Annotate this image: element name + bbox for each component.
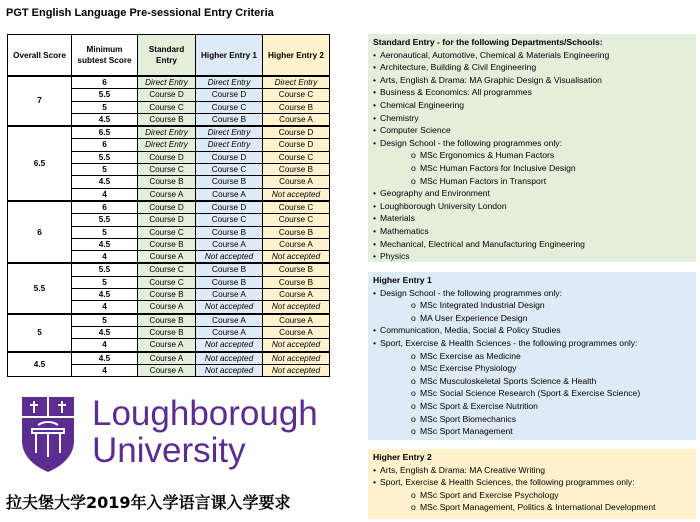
list-item (373, 187, 691, 200)
circle-bullet-icon: o (411, 426, 416, 437)
bullet-icon: • (373, 251, 377, 262)
list-item-text: Mathematics (380, 225, 429, 236)
sub-list-item-text: MSc Exercise as Medicine (420, 350, 521, 361)
higher-entry-2-panel (368, 449, 696, 519)
minimum-subtest-cell: 4.5 (72, 238, 138, 250)
overall-score-cell: 5.5 (8, 263, 72, 313)
higher-entry-2-cell: Course C (263, 201, 330, 214)
bullet-icon: • (373, 112, 377, 123)
higher-entry-2-cell: Course B (263, 276, 330, 288)
list-item-text: Materials (380, 213, 415, 224)
minimum-subtest-cell: 5 (72, 164, 138, 176)
sub-list-item-text: MSc Human Factors in Transport (420, 175, 547, 186)
higher-entry-1-cell: Course C (196, 101, 263, 113)
higher-entry-1-cell: Course B (196, 113, 263, 126)
higher-entry-1-panel (368, 272, 696, 440)
higher-entry-2-cell: Course D (263, 126, 330, 139)
higher-entry-1-cell: Course B (196, 176, 263, 188)
sub-list-item (373, 149, 691, 162)
list-item (373, 324, 691, 337)
bullet-icon: • (373, 200, 377, 211)
panel-heading: Higher Entry 1 (373, 275, 432, 285)
higher-entry-1-cell: Course D (196, 151, 263, 163)
overall-score-cell: 6 (8, 201, 72, 263)
list-item (373, 61, 691, 74)
panel-heading: Higher Entry 2 (373, 452, 432, 462)
sub-list-item-text: MSc Integrated Industrial Design (420, 300, 545, 311)
university-wordmark (92, 395, 318, 469)
bullet-icon: • (373, 188, 377, 199)
minimum-subtest-cell: 4.5 (72, 352, 138, 365)
circle-bullet-icon: o (411, 388, 416, 399)
sub-list-item-text: MSc Social Science Research (Sport & Exercise Science) (420, 388, 641, 399)
list-item (373, 238, 691, 251)
higher-entry-1-cell: Direct Entry (196, 126, 263, 139)
circle-bullet-icon: o (411, 150, 416, 161)
minimum-subtest-cell: 5 (72, 314, 138, 327)
minimum-subtest-cell: 4.5 (72, 113, 138, 126)
table-body (8, 76, 330, 377)
circle-bullet-icon: o (411, 413, 416, 424)
wordmark-line-1: Loughborough (92, 394, 318, 433)
bullet-icon: • (373, 137, 377, 148)
list-item-text: Arts, English & Drama: MA Graphic Design & Visualisation (380, 74, 602, 85)
higher-entry-2-cell: Course C (263, 151, 330, 163)
list-item-text: Computer Science (380, 125, 451, 136)
sub-list-item-text: MSc Sport Biomechanics (420, 413, 516, 424)
minimum-subtest-cell: 5.5 (72, 214, 138, 226)
table-row (8, 314, 330, 327)
sub-list-item-text: MSc Sport and Exercise Psychology (420, 489, 559, 500)
list-item (373, 250, 691, 263)
higher-entry-1-cell: Course A (196, 289, 263, 301)
overall-score-cell: 7 (8, 76, 72, 126)
circle-bullet-icon: o (411, 312, 416, 323)
standard-entry-cell: Direct Entry (138, 139, 196, 151)
minimum-subtest-cell: 4 (72, 188, 138, 201)
standard-entry-cell: Course A (138, 339, 196, 352)
page-title: PGT English Language Pre-sessional Entry Criteria (6, 7, 274, 19)
bullet-icon: • (373, 287, 377, 298)
higher-entry-2-cell: Course B (263, 226, 330, 238)
higher-entry-1-cell: Course C (196, 164, 263, 176)
sub-list-item-text: MSc Human Factors for Inclusive Design (420, 162, 576, 173)
sub-list-item-text: MSc Ergonomics & Human Factors (420, 150, 555, 161)
chinese-title: 拉夫堡大学2019年入学语言课入学要求 (6, 493, 291, 512)
list-item-text: Design School - the following programmes only: (380, 287, 562, 298)
standard-entry-cell: Course C (138, 101, 196, 113)
entry-criteria-table (7, 34, 330, 377)
sub-list-item (373, 501, 691, 514)
bullet-icon: • (373, 464, 377, 475)
standard-entry-cell: Course A (138, 301, 196, 314)
sub-list-item-text: MSc Sport & Exercise Nutrition (420, 400, 538, 411)
higher-entry-2-cell: Not accepted (263, 251, 330, 264)
overall-score-cell: 5 (8, 314, 72, 352)
overall-score-cell: 4.5 (8, 352, 72, 377)
standard-entry-cell: Course C (138, 263, 196, 276)
minimum-subtest-cell: 4 (72, 301, 138, 314)
higher-entry-2-cell: Course A (263, 326, 330, 338)
list-item (373, 74, 691, 87)
minimum-subtest-cell: 5.5 (72, 263, 138, 276)
higher-entry-2-cell: Not accepted (263, 188, 330, 201)
sub-list-item (373, 400, 691, 413)
list-item-text: Sport, Exercise & Health Sciences - the following programmes only: (380, 337, 638, 348)
list-item (373, 212, 691, 225)
minimum-subtest-cell: 6 (72, 76, 138, 89)
higher-entry-1-cell: Course A (196, 326, 263, 338)
higher-entry-2-cell: Not accepted (263, 339, 330, 352)
list-item (373, 287, 691, 300)
higher-entry-2-cell: Course A (263, 113, 330, 126)
standard-entry-panel (368, 34, 696, 262)
table-header-row (8, 35, 330, 77)
bullet-icon: • (373, 225, 377, 236)
standard-entry-cell: Course B (138, 238, 196, 250)
bullet-icon: • (373, 87, 377, 98)
list-item-text: Architecture, Building & Civil Engineering (380, 62, 537, 73)
sub-list-item (373, 350, 691, 363)
bullet-icon: • (373, 337, 377, 348)
table-row (8, 201, 330, 214)
higher-entry-1-cell: Not accepted (196, 301, 263, 314)
standard-entry-cell: Course A (138, 251, 196, 264)
standard-entry-cell: Direct Entry (138, 126, 196, 139)
minimum-subtest-cell: 6.5 (72, 126, 138, 139)
higher-entry-2-cell: Course D (263, 139, 330, 151)
table-row (8, 126, 330, 139)
circle-bullet-icon: o (411, 489, 416, 500)
bullet-icon: • (373, 74, 377, 85)
sub-list-item-text: MSc Musculoskeletal Sports Science & Health (420, 375, 597, 386)
sub-list-item (373, 175, 691, 188)
standard-entry-cell: Course B (138, 314, 196, 327)
standard-entry-cell: Course D (138, 89, 196, 101)
bullet-icon: • (373, 125, 377, 136)
higher-entry-2-cell: Not accepted (263, 301, 330, 314)
list-item (373, 124, 691, 137)
higher-entry-1-cell: Not accepted (196, 352, 263, 365)
minimum-subtest-cell: 5 (72, 101, 138, 113)
higher-entry-2-cell: Course C (263, 89, 330, 101)
higher-entry-2-cell: Course B (263, 101, 330, 113)
higher-entry-2-cell: Course A (263, 176, 330, 188)
header-standard-entry: Standard Entry (138, 35, 196, 77)
higher-entry-1-cell: Not accepted (196, 339, 263, 352)
sub-list-item-text: MSc Sport Management, Politics & International Development (420, 502, 656, 513)
list-item-text: Business & Economics: All programmes (380, 87, 532, 98)
higher-entry-2-cell: Course C (263, 214, 330, 226)
standard-entry-cell: Course B (138, 289, 196, 301)
list-item-text: Arts, English & Drama: MA Creative Writing (380, 464, 546, 475)
minimum-subtest-cell: 4 (72, 251, 138, 264)
higher-entry-2-cell: Course A (263, 289, 330, 301)
university-shield-icon (20, 395, 76, 473)
sub-list-item (373, 312, 691, 325)
list-item-text: Geography and Environment (380, 188, 490, 199)
table-row (8, 263, 330, 276)
minimum-subtest-cell: 5.5 (72, 151, 138, 163)
sub-list-item-text: MA User Experience Design (420, 312, 528, 323)
higher-entry-1-cell: Course A (196, 314, 263, 327)
higher-entry-2-cell: Course A (263, 238, 330, 250)
sub-list-item (373, 425, 691, 438)
standard-entry-cell: Course C (138, 164, 196, 176)
higher-entry-2-cell: Not accepted (263, 352, 330, 365)
sub-list-item-text: MSc Sport Management (420, 426, 513, 437)
list-item (373, 476, 691, 489)
bullet-icon: • (373, 99, 377, 110)
higher-entry-2-cell: Direct Entry (263, 76, 330, 89)
list-item-text: Chemical Engineering (380, 99, 465, 110)
overall-score-cell: 6.5 (8, 126, 72, 201)
university-logo (20, 393, 332, 477)
standard-entry-cell: Course D (138, 214, 196, 226)
header-higher-entry-1: Higher Entry 1 (196, 35, 263, 77)
higher-entry-1-cell: Course D (196, 89, 263, 101)
list-item (373, 112, 691, 125)
minimum-subtest-cell: 5 (72, 226, 138, 238)
higher-entry-1-cell: Course A (196, 188, 263, 201)
higher-entry-2-cell: Not accepted (263, 364, 330, 376)
higher-entry-1-cell: Course B (196, 263, 263, 276)
minimum-subtest-cell: 4.5 (72, 326, 138, 338)
standard-entry-cell: Course C (138, 276, 196, 288)
list-item (373, 225, 691, 238)
bullet-icon: • (373, 238, 377, 249)
higher-entry-1-cell: Course B (196, 276, 263, 288)
table-row (8, 352, 330, 365)
list-item-text: Chemistry (380, 112, 419, 123)
circle-bullet-icon: o (411, 400, 416, 411)
standard-entry-cell: Course A (138, 364, 196, 376)
bullet-icon: • (373, 213, 377, 224)
higher-entry-2-cell: Course B (263, 164, 330, 176)
table-row (8, 76, 330, 89)
sub-list-item (373, 413, 691, 426)
panel-heading: Standard Entry - for the following Departments/Schools: (373, 37, 603, 47)
minimum-subtest-cell: 6 (72, 139, 138, 151)
wordmark-line-2: University (92, 431, 246, 470)
standard-entry-cell: Course D (138, 151, 196, 163)
list-item-text: Aeronautical, Automotive, Chemical & Materials Engineering (380, 49, 610, 60)
circle-bullet-icon: o (411, 300, 416, 311)
header-minimum-subtest: Minimum subtest Score (72, 35, 138, 77)
higher-entry-1-cell: Course B (196, 226, 263, 238)
list-item (373, 86, 691, 99)
list-item-text: Mechanical, Electrical and Manufacturing Engineering (380, 238, 585, 249)
higher-entry-1-cell: Course D (196, 201, 263, 214)
higher-entry-1-cell: Not accepted (196, 364, 263, 376)
list-item (373, 200, 691, 213)
sub-list-item-text: MSc Exercise Physiology (420, 363, 517, 374)
list-item-text: Physics (380, 251, 410, 262)
minimum-subtest-cell: 4 (72, 339, 138, 352)
sub-list-item (373, 375, 691, 388)
standard-entry-cell: Course B (138, 113, 196, 126)
minimum-subtest-cell: 4 (72, 364, 138, 376)
circle-bullet-icon: o (411, 502, 416, 513)
standard-entry-cell: Course C (138, 226, 196, 238)
sub-list-item (373, 162, 691, 175)
list-item (373, 99, 691, 112)
list-item-text: Design School - the following programmes only: (380, 137, 562, 148)
higher-entry-1-cell: Course C (196, 214, 263, 226)
header-overall-score: Overall Score (8, 35, 72, 77)
minimum-subtest-cell: 5.5 (72, 89, 138, 101)
list-item (373, 137, 691, 150)
bullet-icon: • (373, 49, 377, 60)
sub-list-item (373, 387, 691, 400)
list-item (373, 464, 691, 477)
minimum-subtest-cell: 4.5 (72, 289, 138, 301)
minimum-subtest-cell: 4.5 (72, 176, 138, 188)
bullet-icon: • (373, 62, 377, 73)
bullet-icon: • (373, 477, 377, 488)
standard-entry-cell: Course B (138, 326, 196, 338)
sub-list-item (373, 489, 691, 502)
sub-list-item (373, 362, 691, 375)
higher-entry-1-cell: Direct Entry (196, 139, 263, 151)
higher-entry-2-cell: Course A (263, 314, 330, 327)
circle-bullet-icon: o (411, 363, 416, 374)
list-item-text: Loughborough University London (380, 200, 507, 211)
standard-entry-cell: Course B (138, 176, 196, 188)
list-item (373, 49, 691, 62)
list-item (373, 337, 691, 350)
higher-entry-2-cell: Course B (263, 263, 330, 276)
minimum-subtest-cell: 6 (72, 201, 138, 214)
standard-entry-cell: Course A (138, 352, 196, 365)
minimum-subtest-cell: 5 (72, 276, 138, 288)
standard-entry-cell: Direct Entry (138, 76, 196, 89)
higher-entry-1-cell: Direct Entry (196, 76, 263, 89)
standard-entry-cell: Course D (138, 201, 196, 214)
header-higher-entry-2: Higher Entry 2 (263, 35, 330, 77)
standard-entry-cell: Course A (138, 188, 196, 201)
higher-entry-1-cell: Not accepted (196, 251, 263, 264)
circle-bullet-icon: o (411, 375, 416, 386)
circle-bullet-icon: o (411, 350, 416, 361)
higher-entry-1-cell: Course A (196, 238, 263, 250)
list-item-text: Sport, Exercise & Health Sciences, the following programmes only: (380, 477, 635, 488)
list-item-text: Communication, Media, Social & Policy Studies (380, 325, 561, 336)
circle-bullet-icon: o (411, 175, 416, 186)
bullet-icon: • (373, 325, 377, 336)
circle-bullet-icon: o (411, 162, 416, 173)
sub-list-item (373, 299, 691, 312)
